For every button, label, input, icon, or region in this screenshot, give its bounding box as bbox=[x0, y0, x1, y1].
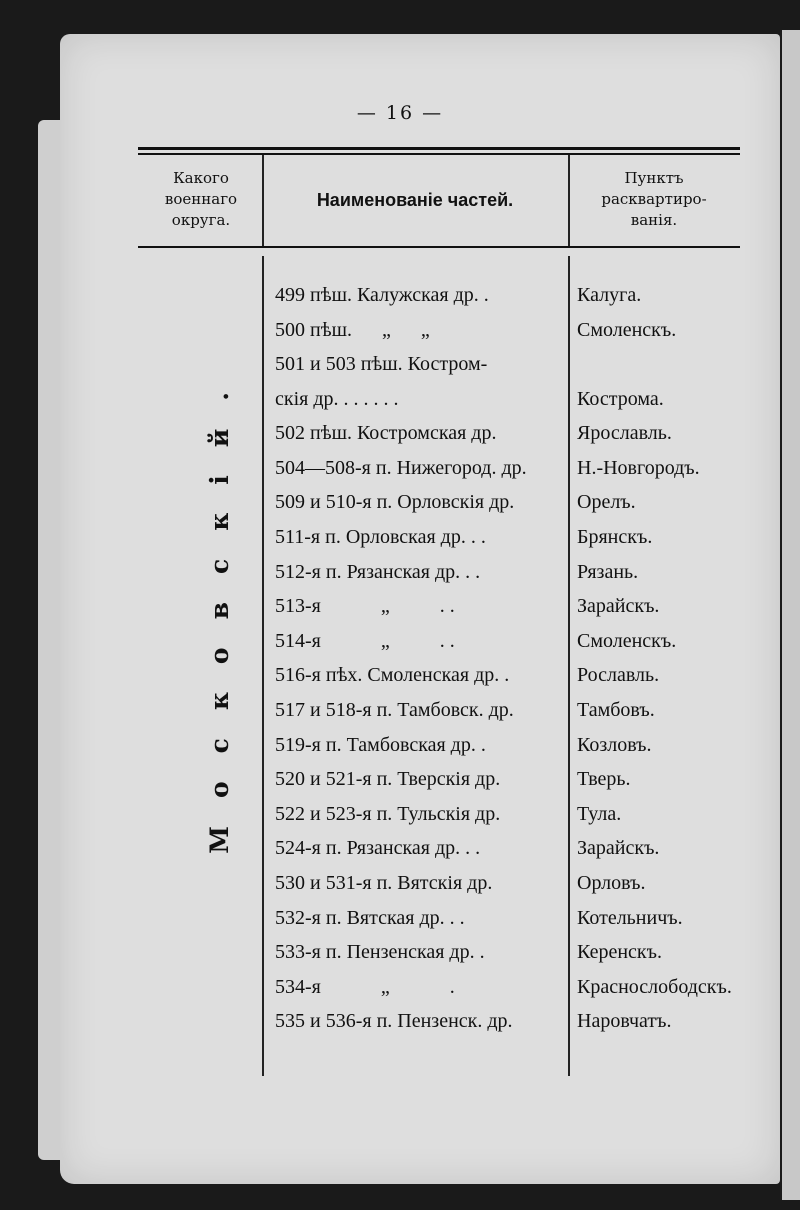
table-row bbox=[275, 970, 745, 1005]
unit-name: 513-я „ . . bbox=[275, 595, 455, 618]
table-row bbox=[275, 658, 745, 693]
station-name: Ярославль. bbox=[577, 422, 672, 445]
unit-name: 499 пѣш. Калужская др. . bbox=[275, 284, 489, 306]
header-district bbox=[140, 168, 262, 231]
unit-name: 502 пѣш. Костромская др. bbox=[275, 422, 497, 445]
table-row bbox=[275, 831, 745, 866]
table-row bbox=[275, 347, 745, 416]
unit-name: 519-я п. Тамбовская др. . bbox=[275, 733, 486, 756]
station-name: Смоленскъ. bbox=[577, 629, 677, 652]
unit-name: 500 пѣш. „ „ bbox=[275, 318, 430, 341]
unit-name: 524-я п. Рязанская др. . . bbox=[275, 837, 481, 860]
table-row bbox=[275, 728, 745, 763]
station-name: Смоленскъ. bbox=[577, 318, 677, 341]
header-station-line: ванія. bbox=[630, 211, 678, 229]
unit-name: 534-я „ . bbox=[275, 975, 455, 998]
district-name: Московскій. bbox=[205, 364, 234, 854]
unit-name: 512-я п. Рязанская др. . . bbox=[275, 560, 481, 583]
header-district-line: военнаго bbox=[164, 190, 238, 208]
unit-name: 533-я п. Пензенская др. . bbox=[275, 941, 485, 964]
book-page bbox=[60, 34, 780, 1184]
station-name: Зарайскъ. bbox=[577, 595, 660, 618]
station-name: Кострома. bbox=[577, 387, 664, 410]
station-name: Орловъ. bbox=[577, 871, 646, 894]
header-station-line: Пунктъ bbox=[624, 169, 684, 187]
station-name: Орелъ. bbox=[577, 491, 636, 514]
station-name: Рязань. bbox=[577, 560, 639, 583]
header-station-line: расквартиро- bbox=[601, 190, 707, 208]
unit-name: 517 и 518-я п. Тамбовск. др. bbox=[275, 698, 514, 721]
station-name: Котельничъ. bbox=[577, 906, 683, 929]
table-top-rule bbox=[138, 147, 740, 150]
station-name: Керенскъ. bbox=[577, 941, 662, 964]
station-name: Наровчатъ. bbox=[577, 1010, 672, 1033]
table-row bbox=[275, 1004, 745, 1039]
station-name: Рославль. bbox=[577, 664, 660, 687]
table-row bbox=[275, 589, 745, 624]
table-row bbox=[275, 935, 745, 970]
table-row bbox=[275, 451, 745, 486]
next-page-edge bbox=[782, 30, 800, 1200]
unit-name: 532-я п. Вятская др. . . bbox=[275, 906, 465, 929]
unit-name: 520 и 521-я п. Тверскія др. bbox=[275, 768, 501, 791]
station-name: Козловъ. bbox=[577, 733, 652, 756]
unit-name: 514-я „ . . bbox=[275, 629, 455, 652]
station-name: Брянскъ. bbox=[577, 525, 653, 548]
unit-name: 509 и 510-я п. Орловскія др. bbox=[275, 491, 515, 514]
page-number: — 16 — bbox=[356, 102, 444, 124]
table-row bbox=[275, 624, 745, 659]
table-row bbox=[275, 313, 745, 348]
table-row bbox=[275, 416, 745, 451]
table-row bbox=[275, 901, 745, 936]
unit-name: 522 и 523-я п. Тульскія др. bbox=[275, 802, 501, 825]
table-row bbox=[275, 693, 745, 728]
station-name: Краснослободскъ. bbox=[577, 975, 732, 998]
station-name: Тверь. bbox=[577, 768, 631, 791]
table-row bbox=[275, 485, 745, 520]
station-name: Тамбовъ. bbox=[577, 698, 655, 721]
unit-name: 504—508-я п. Нижегород. др. bbox=[275, 456, 527, 479]
header-bottom-rule bbox=[138, 246, 740, 248]
unit-name: 516-я пѣх. Смоленская др. . bbox=[275, 664, 510, 687]
header-units: Наименованіе частей. bbox=[316, 190, 514, 210]
station-name: Тула. bbox=[577, 802, 622, 825]
table-top-rule-thin bbox=[138, 153, 740, 155]
header-district-line: Какого bbox=[173, 169, 229, 187]
unit-name: 501 и 503 пѣш. Костром- скія др. . . . . . . bbox=[275, 353, 488, 410]
header-station bbox=[570, 168, 738, 231]
table-body bbox=[275, 278, 745, 1039]
table-row bbox=[275, 520, 745, 555]
table-row bbox=[275, 866, 745, 901]
table-row bbox=[275, 278, 745, 313]
station-name: Зарайскъ. bbox=[577, 837, 660, 860]
unit-name: 530 и 531-я п. Вятскія др. bbox=[275, 871, 493, 894]
table-row bbox=[275, 762, 745, 797]
unit-name: 511-я п. Орловская др. . . bbox=[275, 525, 486, 548]
column-divider-left bbox=[262, 256, 264, 1076]
station-name: Н.-Новгородъ. bbox=[577, 456, 700, 479]
header-district-line: округа. bbox=[171, 211, 231, 229]
table-row bbox=[275, 797, 745, 832]
table-row bbox=[275, 555, 745, 590]
station-name: Калуга. bbox=[577, 284, 642, 306]
unit-name: 535 и 536-я п. Пензенск. др. bbox=[275, 1010, 513, 1033]
